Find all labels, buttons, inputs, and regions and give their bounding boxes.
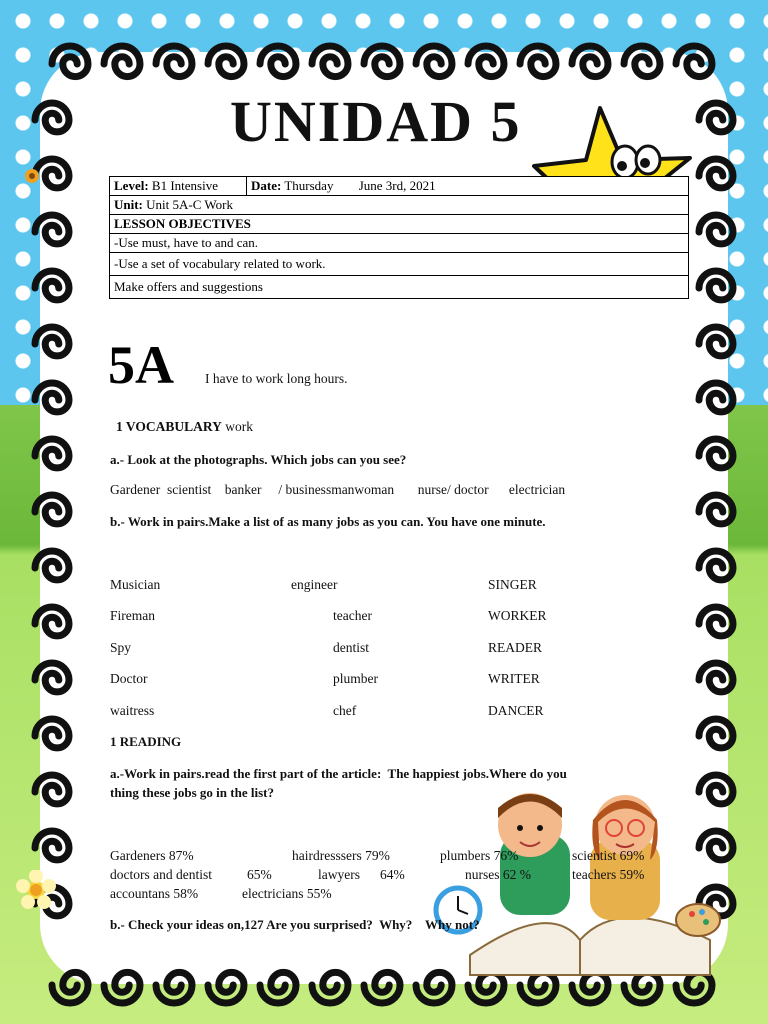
objectives-heading: LESSON OBJECTIVES <box>110 215 689 234</box>
job-col1-row3: Spy <box>110 640 132 655</box>
vocabulary-heading-bold: 1 VOCABULARY <box>116 419 222 434</box>
job-col3-row5: DANCER <box>488 703 544 718</box>
job-percent: scientist 69% <box>572 848 645 863</box>
job-percent-label: doctors and dentist <box>110 867 212 882</box>
date-value: Thursday <box>284 178 334 193</box>
section-subtitle: I have to work long hours. <box>205 371 348 386</box>
job-percent: accountans 58% <box>110 886 199 901</box>
section-code: 5A <box>108 335 174 395</box>
unit-value: Unit 5A-C Work <box>146 197 233 212</box>
job-percent: teachers 59% <box>572 867 645 882</box>
vocabulary-task-a-answers: Gardener scientist banker / businessmanwoman nurse/ doctor electrician <box>110 482 566 497</box>
job-percent: hairdresssers 79% <box>292 848 390 863</box>
job-percent: plumbers 76% <box>440 848 519 863</box>
job-percent-value: 64% <box>380 867 405 882</box>
objective-item: -Use must, have to and can. <box>110 234 689 253</box>
job-col1-row2: Fireman <box>110 608 155 623</box>
vocabulary-heading <box>116 419 253 435</box>
job-percent: nurses 62 % <box>465 867 531 882</box>
reading-task-a-line2: thing these jobs go in the list? <box>110 785 274 800</box>
level-value: B1 Intensive <box>151 178 218 193</box>
unit-cell <box>110 196 689 215</box>
objective-item: -Use a set of vocabulary related to work. <box>110 253 689 276</box>
job-col3-row1: SINGER <box>488 577 537 592</box>
job-col3-row4: WRITER <box>488 671 540 686</box>
objective-item: Make offers and suggestions <box>110 276 689 299</box>
date-full: June 3rd, 2021 <box>358 178 436 193</box>
job-col3-row3: READER <box>488 640 542 655</box>
job-percent-label: lawyers <box>318 867 360 882</box>
flower-icon <box>16 870 56 920</box>
small-flower-icon <box>24 168 40 184</box>
job-col1-row5: waitress <box>110 703 155 718</box>
reading-task-a-line1: a.-Work in pairs.read the first part of the article: The happiest jobs.Where do you <box>110 766 567 781</box>
lesson-info-table <box>109 176 689 299</box>
job-col2-row3: dentist <box>333 640 369 655</box>
job-col2-row1: engineer <box>291 577 338 592</box>
vocabulary-task-a: a.- Look at the photographs. Which jobs can you see? <box>110 452 407 467</box>
job-col2-row5: chef <box>333 703 357 718</box>
job-col3-row2: WORKER <box>488 608 547 623</box>
date-label: Date: <box>251 178 282 193</box>
reading-task-b: b.- Check your ideas on,127 Are you surprised? Why? Why not? <box>110 917 480 932</box>
level-label: Level: <box>114 178 149 193</box>
job-percent: Gardeners 87% <box>110 848 194 863</box>
job-col2-row2: teacher <box>333 608 372 623</box>
job-col1-row4: Doctor <box>110 671 148 686</box>
job-col1-row1: Musician <box>110 577 161 592</box>
job-percent-value: 65% <box>247 867 272 882</box>
page-title: UNIDAD 5 <box>230 89 522 154</box>
unit-label: Unit: <box>114 197 143 212</box>
job-col2-row4: plumber <box>333 671 378 686</box>
vocabulary-heading-rest: work <box>225 419 254 434</box>
job-percent: electricians 55% <box>242 886 332 901</box>
date-cell <box>247 177 689 196</box>
vocabulary-task-b: b.- Work in pairs.Make a list of as many jobs as you can. You have one minute. <box>110 514 546 529</box>
level-cell <box>110 177 247 196</box>
reading-heading: 1 READING <box>110 734 182 749</box>
